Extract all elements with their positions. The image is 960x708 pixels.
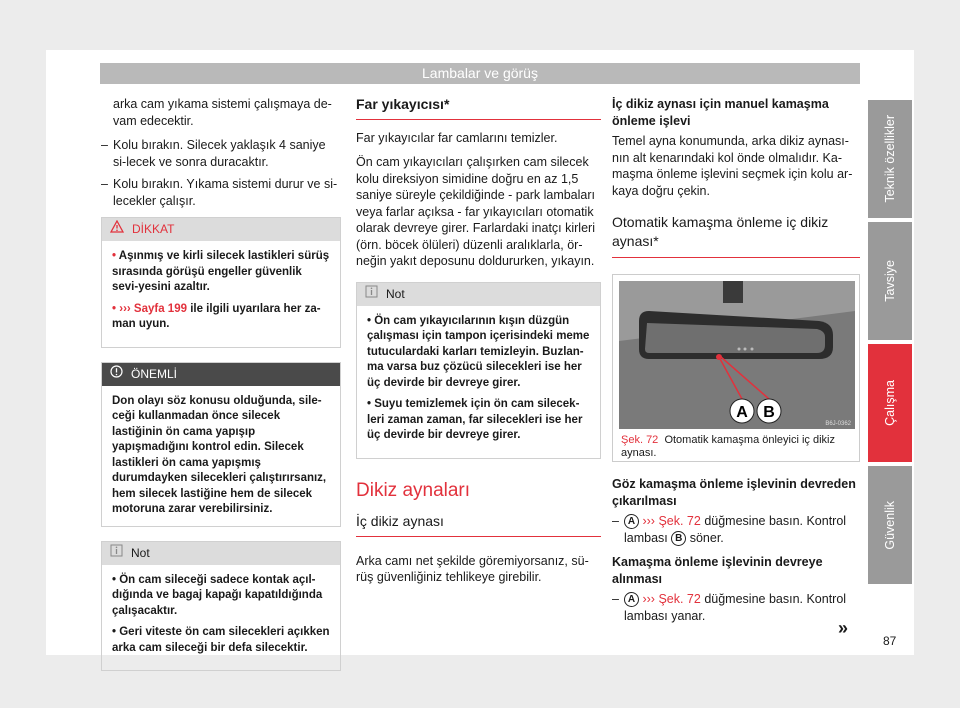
- step-on: – A ››› Şek. 72 düğmesine basın. Kontrol lambası yanar.: [612, 591, 860, 624]
- important-text: Don olayı söz konusu olduğunda, sile-ceği kullanmadan önce silecek lastiğinin ön cama yapışıp yapışmadığını kontrol edin. Silecek lastikleri ön cama yapışmış durumdayken silecekleri çalıştırırsanız, hem silecek lastiğine hem de silecek motoruna zarar verebilirsiniz.: [112, 394, 327, 515]
- figure-caption: Şek. 72 Otomatik kamaşma önleyici iç dikiz aynası.: [621, 434, 835, 459]
- warning-title: DİKKAT: [132, 222, 175, 236]
- button-a-marker: A: [624, 592, 639, 607]
- subheading: Kamaşma önleme işlevinin devreye alınması: [612, 555, 823, 586]
- note-item: • Geri viteste ön cam silecekleri açıkken arka cam sileceği bir defa silecektir.: [112, 626, 330, 654]
- paragraph: Temel ayna konumunda, arka dikiz aynası-nın alt kenarındaki kol önde olmalıdır. Ka-maşma önleme işlevini seçmek için kolu ar-kaya doğru çekin.: [612, 134, 853, 198]
- note-box: [356, 282, 601, 459]
- step-2: – Kolu bırakın. Yıkama sistemi durur ve si-lecekler çalışır.: [101, 176, 341, 209]
- page-number: 87: [883, 634, 897, 648]
- column-2: [356, 96, 601, 594]
- note-header: [102, 542, 340, 565]
- continue-mark: »: [838, 618, 849, 638]
- note-item: • Suyu temizlemek için ön cam silecek-leri zaman zaman, far silecekleri ise her üç devirde bir devreye girer.: [367, 398, 583, 441]
- figure-72: [612, 274, 860, 462]
- step-1: – Kolu bırakın. Silecek yaklaşık 4 saniye si-lecek ve sonra duracaktır.: [101, 137, 341, 170]
- paragraph: Ön cam yıkayıcıları çalışırken cam silecek kolu direksiyon simidine doğru en az 1,5 saniye süreyle çekildiğinde - park lambaları veya farlar açıksa - far yıkayıcıları otomatik olarak devreye girer. Farlardaki inatçı kirleri (örn. böcek ölüleri) düzenli aralıklarla, ör-neğin yakıt deposunu doldururken, yıkayın.: [356, 155, 596, 268]
- warning-icon: [110, 218, 124, 241]
- mirror-photo: [619, 281, 855, 429]
- page-link[interactable]: ››› Sayfa 199: [119, 302, 187, 315]
- step-off: – A ››› Şek. 72 düğmesine basın. Kontrol lambası B söner.: [612, 513, 860, 546]
- lamp-b-marker: B: [671, 531, 686, 546]
- tab-tavsiye[interactable]: Tavsiye: [868, 222, 912, 340]
- figure-link[interactable]: ››› Şek. 72: [642, 592, 701, 606]
- column-1: [101, 96, 341, 685]
- tab-calisma[interactable]: Çalışma: [868, 344, 912, 462]
- subsection-heading: İç dikiz aynası: [356, 513, 601, 537]
- important-title: ÖNEMLİ: [131, 366, 178, 381]
- callout-b: B: [763, 404, 775, 421]
- info-circle-icon: [110, 363, 123, 386]
- note-header: [357, 283, 600, 306]
- column-3: [612, 96, 860, 630]
- paragraph: Far yıkayıcılar far camlarını temizler.: [356, 130, 558, 145]
- figure-ref: Şek. 72: [621, 434, 659, 446]
- section-heading: Otomatik kamaşma önleme iç dikiz aynası*: [612, 213, 860, 258]
- note-item: • Ön cam sileceği sadece kontak açıl-dığında ve bagaj kapağı kapatıldığında çalışacaktır.: [112, 573, 323, 617]
- important-header: [102, 363, 340, 386]
- paragraph: Arka camı net şekilde göremiyorsanız, sü-rüş güvenliğiniz tehlikeye girebilir.: [356, 553, 589, 584]
- warning-box: [101, 217, 341, 348]
- intro-text: arka cam yıkama sistemi çalışmaya de-vam edecektir.: [113, 97, 332, 128]
- tab-guvenlik[interactable]: Güvenlik: [868, 466, 912, 584]
- note-icon: [110, 542, 123, 565]
- warning-item: • ››› Sayfa 199 ile ilgili uyarılara her za-man uyun.: [112, 302, 321, 330]
- tab-teknik-ozellikler[interactable]: Teknik özellikler: [868, 100, 912, 218]
- subheading: İç dikiz aynası için manuel kamaşma önleme işlevi: [612, 97, 829, 128]
- subheading: Göz kamaşma önleme işlevinin devreden çıkarılması: [612, 477, 856, 508]
- note-title: Not: [386, 286, 405, 301]
- note-item: • Ön cam yıkayıcılarının kışın düzgün çalışması için tampon içerisindeki meme tutuculardaki karları temizleyin. Buzlan-ma varsa buz çözücü silecekleri ise her üç devirde bir devreye girer.: [367, 314, 590, 389]
- figure-link[interactable]: ››› Şek. 72: [642, 514, 701, 528]
- figure-code: B6J-0362: [825, 421, 851, 427]
- note-box: [101, 541, 341, 672]
- button-a-marker: A: [624, 514, 639, 529]
- chapter-tabs: [868, 100, 912, 588]
- section-heading: Far yıkayıcısı*: [356, 96, 601, 120]
- chapter-heading: Dikiz aynaları: [356, 479, 471, 501]
- note-icon: [365, 283, 378, 306]
- warning-header: [102, 218, 340, 241]
- page-header: Lambalar ve görüş: [100, 63, 860, 84]
- warning-item: • Aşınmış ve kirli silecek lastikleri sürüş sırasında görüşü engeller güvenlik sevi-yesini azaltır.: [112, 250, 330, 293]
- callout-a: A: [736, 404, 748, 421]
- important-box: [101, 362, 341, 527]
- note-title: Not: [131, 545, 150, 560]
